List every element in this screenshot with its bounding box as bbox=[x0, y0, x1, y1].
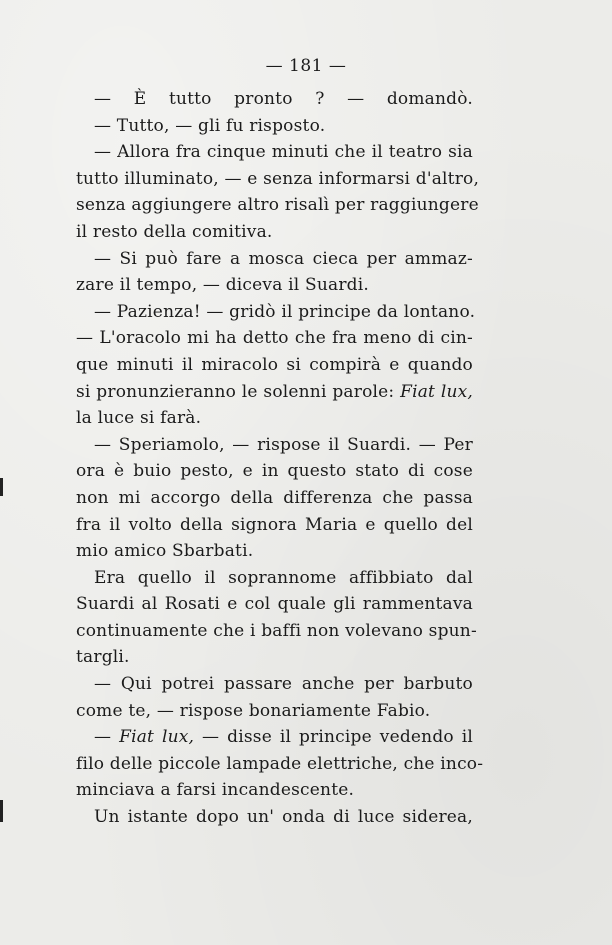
text-line bbox=[76, 724, 473, 751]
text-line: — Si può fare a mosca cieca per ammaz- bbox=[94, 248, 473, 269]
scan-edge-mark bbox=[0, 800, 3, 822]
text-line bbox=[76, 379, 473, 406]
text-line: — È tutto pronto ? — domandò. bbox=[94, 89, 473, 109]
text-line: mio amico Sbarbati. bbox=[76, 541, 254, 562]
italic-phrase: Fiat lux, bbox=[119, 727, 195, 748]
text-line: — L'oracolo mi ha detto che fra meno di cin- bbox=[76, 328, 473, 349]
text-line: — Qui potrei passare anche per barbuto bbox=[94, 674, 473, 695]
text-line: — Pazienza! — gridò il principe da lontano. bbox=[94, 301, 476, 322]
text-line: tutto illuminato, — e senza informarsi d'altro, bbox=[76, 168, 480, 189]
text-line: — Allora fra cinque minuti che il teatro sia bbox=[94, 142, 473, 163]
text-line: senza aggiungere altro risalì per raggiungere bbox=[76, 195, 479, 216]
text-block bbox=[76, 86, 484, 831]
italic-phrase: Fiat lux, bbox=[400, 381, 473, 402]
text-line: filo delle piccole lampade elettriche, che inco- bbox=[76, 753, 484, 774]
text-line: targli. bbox=[76, 647, 130, 668]
text-line: Suardi al Rosati e col quale gli rammentava bbox=[76, 594, 473, 615]
page-number: — 181 — bbox=[265, 56, 347, 76]
text-segment: — disse il principe vedendo il bbox=[194, 727, 473, 748]
text-line: Un istante dopo un' onda di luce siderea, bbox=[94, 807, 473, 828]
text-line: Era quello il soprannome affibbiato dal bbox=[94, 567, 473, 588]
text-line: il resto della comitiva. bbox=[76, 221, 273, 242]
text-line: — Speriamolo, — rispose il Suardi. — Per bbox=[94, 434, 473, 455]
text-line: fra il volto della signora Maria e quello del bbox=[76, 514, 473, 535]
text-line: que minuti il miracolo si compirà e quando bbox=[76, 354, 473, 375]
text-line: come te, — rispose bonariamente Fabio. bbox=[76, 700, 431, 721]
text-segment: — bbox=[94, 727, 120, 748]
text-line: la luce si farà. bbox=[76, 408, 202, 429]
text-line: zare il tempo, — diceva il Suardi. bbox=[76, 275, 370, 296]
text-line: minciava a farsi incandescente. bbox=[76, 780, 355, 801]
text-segment: si pronunzieranno le solenni parole: bbox=[76, 381, 401, 402]
text-line: non mi accorgo della differenza che passa bbox=[76, 487, 473, 508]
scan-edge-mark bbox=[0, 478, 3, 496]
text-line: ora è buio pesto, e in questo stato di cose bbox=[76, 461, 473, 482]
text-line: continuamente che i baffi non volevano spun- bbox=[76, 620, 477, 641]
text-line: — Tutto, — gli fu risposto. bbox=[94, 115, 326, 136]
